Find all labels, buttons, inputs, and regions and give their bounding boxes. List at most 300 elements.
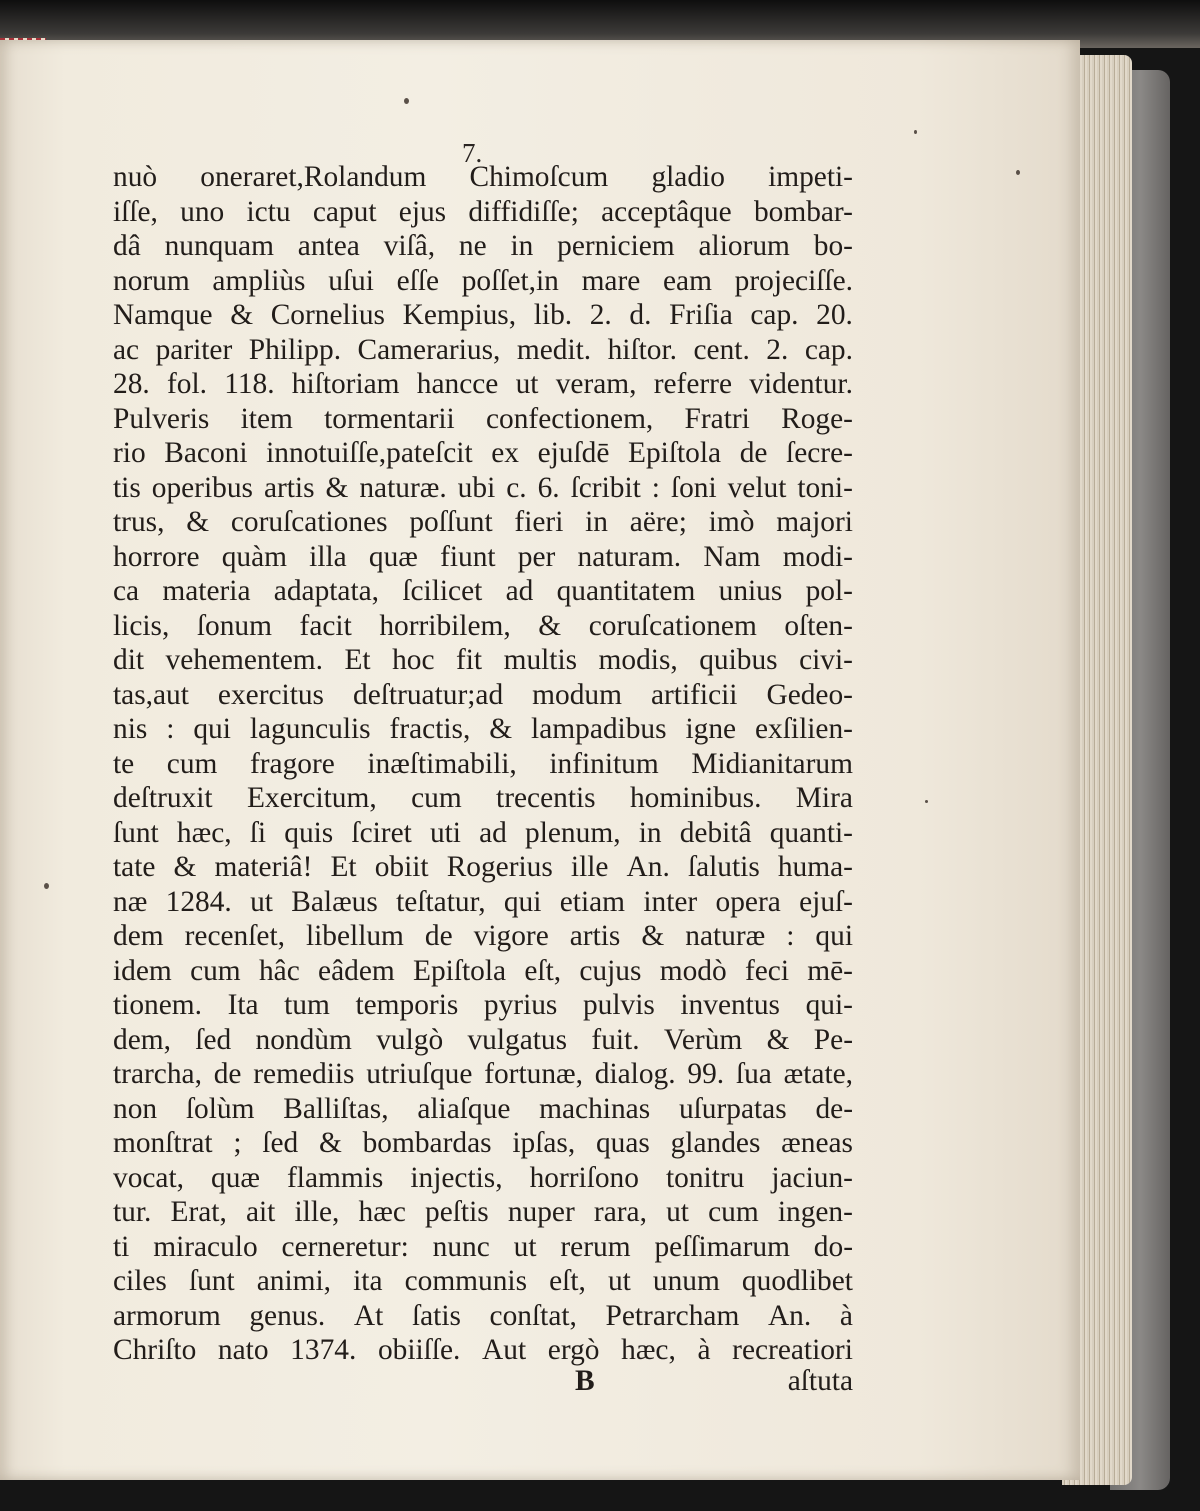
text-word: quæ <box>368 540 418 573</box>
text-word: 99. <box>687 1058 725 1090</box>
text-word: norum <box>113 264 190 297</box>
text-word: diffidiſſe; <box>468 195 579 228</box>
text-word: velut <box>727 471 787 504</box>
text-word: tis <box>113 471 141 504</box>
text-word: Kempius, <box>402 299 517 331</box>
text-word: debitâ <box>679 816 752 849</box>
text-word: quantitatem <box>556 575 696 607</box>
text-word: Roge- <box>781 402 853 435</box>
text-word: artis <box>263 471 315 504</box>
text-word: coruſcationem <box>588 609 757 642</box>
text-word: item <box>240 402 293 435</box>
text-word: tormentarii <box>324 402 455 435</box>
text-word: ubi <box>457 471 496 504</box>
text-word: ut <box>513 1230 537 1263</box>
text-word: licis, <box>113 609 170 642</box>
text-word: pariter <box>155 333 233 366</box>
text-word: materia <box>162 575 251 607</box>
text-word: viſâ, <box>383 230 436 262</box>
text-line <box>113 436 853 471</box>
text-word: conſtat, <box>489 1299 577 1332</box>
text-word: Nam <box>703 540 761 573</box>
text-word: Balliſtas, <box>283 1092 389 1125</box>
text-word: ſatis <box>411 1299 461 1332</box>
text-word: trarcha, <box>113 1058 202 1090</box>
text-word: deſtruatur;ad <box>353 678 504 711</box>
text-word: eſſe <box>396 264 440 297</box>
text-word: 1284. <box>165 885 232 918</box>
text-word: veram, <box>555 368 637 400</box>
text-word: & <box>641 920 665 952</box>
text-line <box>113 850 853 885</box>
text-word: oſten- <box>784 609 853 642</box>
text-word: ait <box>245 1196 276 1228</box>
text-line <box>113 954 853 989</box>
text-word: ut <box>607 1265 631 1297</box>
text-word: unum <box>652 1265 720 1297</box>
text-word: cerneretur: <box>281 1230 409 1263</box>
text-line <box>113 712 853 747</box>
text-word: communis <box>404 1265 528 1297</box>
text-word: videntur. <box>749 368 853 400</box>
text-word: & <box>325 471 349 504</box>
text-word: naturam. <box>577 540 682 573</box>
text-word: ſcilicet <box>402 575 483 607</box>
text-word: cum <box>166 747 218 780</box>
text-line <box>113 781 853 816</box>
text-word: te <box>113 747 135 780</box>
text-word: qui <box>193 713 231 745</box>
text-word: Fratri <box>684 402 750 435</box>
text-word: nuò <box>113 161 158 193</box>
text-word: animi, <box>256 1265 332 1297</box>
text-word: remediis <box>253 1058 355 1090</box>
text-word: unius <box>718 575 783 607</box>
text-word: Aut <box>482 1334 527 1366</box>
text-word: majori <box>776 506 853 538</box>
text-line <box>113 402 853 437</box>
text-word: ſoni <box>670 471 717 504</box>
text-word: imò <box>708 506 755 538</box>
text-word: machinas <box>539 1092 651 1125</box>
text-word: ſciret <box>351 816 412 849</box>
text-word: hiſtor. <box>607 333 678 366</box>
text-word: civi- <box>799 644 853 676</box>
text-word: ejuſ- <box>799 885 853 918</box>
text-word: Rogerius <box>446 851 553 883</box>
text-word: opera <box>715 885 781 918</box>
text-word: ingen- <box>777 1196 853 1228</box>
text-word: jaciun- <box>771 1161 853 1194</box>
text-word: bo- <box>813 230 853 262</box>
text-word: Midianitarum <box>691 747 853 780</box>
text-word: genus. <box>249 1299 326 1332</box>
text-word: fieri <box>514 506 564 538</box>
text-word: plenum, <box>525 816 621 849</box>
text-word: trecentis <box>496 782 596 814</box>
text-word: Namque <box>113 299 213 331</box>
text-word: aliaſque <box>417 1092 511 1125</box>
text-word: libellum <box>305 920 404 952</box>
text-line <box>113 505 853 540</box>
text-word: quæ <box>211 1161 260 1194</box>
text-word: hæc, <box>176 816 232 849</box>
text-word: Ita <box>227 989 259 1021</box>
text-word: cent. <box>693 333 750 366</box>
text-word: vulgò <box>376 1023 444 1056</box>
text-word: hiſtoriam <box>291 368 400 400</box>
text-word: cum <box>708 1196 759 1228</box>
text-word: modum <box>532 678 622 711</box>
text-word: quas <box>595 1127 650 1159</box>
text-word: ſolùm <box>185 1092 255 1125</box>
text-line <box>113 1161 853 1196</box>
text-line <box>113 298 853 333</box>
text-word: impeti- <box>768 161 853 193</box>
text-word: Baconi <box>164 437 248 469</box>
text-word: nis <box>113 713 148 745</box>
text-word: obiit <box>374 851 429 883</box>
text-word: nondùm <box>255 1023 352 1056</box>
text-word: Cornelius <box>270 299 385 331</box>
text-word: medit. <box>516 333 592 366</box>
text-word: ſi <box>249 816 267 849</box>
text-word: gladio <box>651 161 725 193</box>
text-word: nunquam <box>164 230 274 262</box>
text-word: fuit. <box>591 1023 640 1056</box>
text-word: coruſcationes <box>230 506 388 538</box>
text-word: exercitus <box>217 678 324 711</box>
text-word: ut <box>515 368 539 400</box>
text-word: de <box>424 920 453 952</box>
text-word: næ <box>113 885 148 918</box>
text-word: de <box>213 1058 242 1090</box>
text-word: At <box>353 1299 384 1332</box>
text-line <box>113 1126 853 1161</box>
text-line <box>113 160 853 195</box>
text-line <box>113 678 853 713</box>
text-line <box>113 609 853 644</box>
text-word: & <box>230 299 254 331</box>
text-word: bombar- <box>753 195 853 228</box>
text-line <box>113 919 853 954</box>
text-word: monſtrat <box>113 1127 213 1159</box>
text-word: artis <box>569 920 621 952</box>
text-word: eſt, <box>524 954 562 987</box>
catchword: aſtuta <box>787 1365 853 1397</box>
text-word: tur. <box>113 1196 152 1228</box>
text-word: : <box>786 920 795 952</box>
text-word: etiam <box>559 885 626 918</box>
text-word: ſua <box>735 1058 772 1090</box>
text-word: in <box>585 506 609 538</box>
ink-speck <box>44 883 49 889</box>
text-word: ſunt <box>113 816 159 849</box>
text-word: ad <box>479 816 507 849</box>
text-word: quodlibet <box>741 1265 853 1297</box>
text-word: & <box>538 609 562 642</box>
text-word: cap. <box>804 333 853 366</box>
text-line <box>113 1195 853 1230</box>
text-word: flammis <box>287 1161 384 1194</box>
text-word: ſonum <box>196 609 272 642</box>
text-line <box>113 229 853 264</box>
body-text <box>113 160 853 1368</box>
text-word: modi- <box>782 540 853 573</box>
text-word: exſilien- <box>755 713 853 745</box>
text-word: dem, <box>113 1023 171 1056</box>
text-word: cum <box>411 782 462 814</box>
text-word: do- <box>813 1230 853 1263</box>
text-word: horrore <box>113 540 200 573</box>
text-word: tas,aut <box>113 678 189 711</box>
text-word: : <box>651 471 660 504</box>
text-word: Chriſto <box>113 1334 197 1366</box>
text-word: hæc <box>358 1196 406 1228</box>
text-word: de <box>739 437 768 469</box>
text-word: Philipp. <box>248 333 342 366</box>
text-word: vulgatus <box>467 1023 568 1056</box>
text-word: fol. <box>166 368 207 400</box>
ink-speck <box>404 98 409 104</box>
signature-mark: B <box>575 1365 595 1397</box>
text-word: oneraret,Rolandum <box>200 161 427 193</box>
page-number: 7. <box>462 138 483 168</box>
text-word: Gedeo- <box>766 678 853 711</box>
text-word: An. <box>626 851 670 883</box>
text-word: horribilem, <box>379 609 511 642</box>
text-word: ætate, <box>783 1058 853 1090</box>
text-word: 1374. <box>290 1334 357 1366</box>
text-word: Balæus <box>291 885 378 918</box>
text-word: huma- <box>777 851 853 883</box>
ink-speck <box>925 800 928 803</box>
text-word: naturæ <box>685 920 766 952</box>
text-word: fragore <box>249 747 335 780</box>
text-word: ſed <box>262 1127 299 1159</box>
text-word: & <box>318 1127 342 1159</box>
text-word: nunc <box>432 1230 490 1263</box>
text-word: ciles <box>113 1265 167 1297</box>
text-word: artificii <box>650 678 738 711</box>
text-word: dem <box>113 920 164 952</box>
text-line <box>113 471 853 506</box>
text-word: Epiſtola <box>628 437 722 469</box>
text-line <box>113 540 853 575</box>
text-word: naturæ. <box>359 471 447 504</box>
text-line <box>113 1092 853 1127</box>
text-word: projeciſſe. <box>734 264 853 297</box>
text-line <box>113 1299 853 1334</box>
text-line <box>113 1057 853 1092</box>
text-word: cap. <box>750 299 799 331</box>
text-word: recenſet, <box>184 920 285 952</box>
text-word: 2. <box>589 299 612 331</box>
text-word: peſtis <box>425 1196 489 1228</box>
text-word: igne <box>685 713 737 745</box>
text-word: poſſet,in <box>461 264 559 297</box>
text-word: 6. <box>537 471 560 504</box>
text-word: referre <box>653 368 733 400</box>
text-word: non <box>113 1092 158 1125</box>
text-word: inter <box>643 885 698 918</box>
text-word: Exercitum, <box>246 782 377 814</box>
text-word: eſt, <box>549 1265 586 1297</box>
text-word: ut <box>666 1196 689 1228</box>
text-word: deſtruxit <box>113 782 213 814</box>
text-word: Pulveris <box>113 402 210 435</box>
footer-line <box>113 1365 853 1401</box>
text-word: confectionem, <box>485 402 654 435</box>
text-word: per <box>517 540 556 573</box>
text-word: multis <box>503 644 578 676</box>
text-word: operibus <box>151 471 253 504</box>
text-word: ipſas, <box>512 1127 576 1159</box>
text-word: ejuſdē <box>537 437 610 469</box>
text-word: fit <box>455 644 483 676</box>
text-word: Friſia <box>669 299 733 331</box>
text-word: ille, <box>294 1196 340 1228</box>
text-word: fractis, <box>389 713 471 745</box>
text-word: à <box>839 1299 853 1332</box>
text-word: hæc, <box>621 1334 676 1366</box>
text-word: ictu <box>246 195 291 228</box>
text-word: bombardas <box>362 1127 492 1159</box>
text-word: pyrius <box>483 989 558 1021</box>
text-word: à <box>697 1334 711 1366</box>
text-word: Epiſtola <box>413 954 507 987</box>
text-line <box>113 1230 853 1265</box>
text-word: hâc <box>258 954 300 987</box>
text-line <box>113 367 853 402</box>
text-word: cujus <box>579 954 642 987</box>
text-word: vehementem. <box>165 644 324 676</box>
text-word: pulvis <box>582 989 655 1021</box>
text-word: rio <box>113 437 146 469</box>
text-word: injectis, <box>410 1161 503 1194</box>
text-word: ad <box>505 575 534 607</box>
text-word: Mira <box>795 782 853 814</box>
text-word: & <box>489 713 513 745</box>
text-word: ejus <box>398 195 447 228</box>
text-word: toni- <box>797 471 853 504</box>
text-word: recreatiori <box>732 1334 853 1366</box>
text-word: tate <box>113 851 156 883</box>
text-word: ſed <box>195 1023 232 1056</box>
text-word: Camerarius, <box>357 333 501 366</box>
text-word: facit <box>299 609 352 642</box>
text-word: qui- <box>805 989 853 1021</box>
text-word: uſurpatas <box>678 1092 787 1125</box>
text-word: 118. <box>224 368 275 400</box>
text-word: ca <box>113 575 140 607</box>
text-word: dit <box>113 644 145 676</box>
text-word: in <box>510 230 534 262</box>
text-line <box>113 885 853 920</box>
text-word: nuper <box>507 1196 575 1228</box>
text-line <box>113 643 853 678</box>
text-word: ſcribit <box>570 471 641 504</box>
text-word: rerum <box>560 1230 631 1263</box>
text-word: 2. <box>766 333 789 366</box>
text-word: temporis <box>355 989 459 1021</box>
text-word: ſunt <box>188 1265 235 1297</box>
text-word: 28. <box>113 368 150 400</box>
text-word: mē- <box>807 954 853 987</box>
text-word: teſtatur, <box>396 885 486 918</box>
text-word: fiunt <box>440 540 496 573</box>
text-word: ille <box>570 851 609 883</box>
ink-speck <box>914 130 917 134</box>
text-word: ſecre- <box>786 437 853 469</box>
text-word: tonitru <box>665 1161 745 1194</box>
text-word: rara, <box>593 1196 647 1228</box>
text-word: hominibus. <box>629 782 762 814</box>
text-word: tionem. <box>113 989 202 1021</box>
text-word: ergò <box>547 1334 600 1366</box>
text-word: ita <box>353 1265 383 1297</box>
text-word: aëre; <box>629 506 687 538</box>
text-word: inæſtimabili, <box>367 747 517 780</box>
text-word: feci <box>744 954 789 987</box>
text-word: modis, <box>598 644 678 676</box>
ink-speck <box>1016 170 1020 175</box>
text-word: quis <box>284 816 334 849</box>
text-line <box>113 988 853 1023</box>
text-word: ſalutis <box>687 851 760 883</box>
text-word: armorum <box>113 1299 221 1332</box>
text-word: ampliùs <box>212 264 306 297</box>
text-word: An. <box>767 1299 812 1332</box>
text-word: quàm <box>221 540 287 573</box>
text-word: lampadibus <box>531 713 667 745</box>
text-word: quanti- <box>769 816 853 849</box>
text-word: eam <box>663 264 712 297</box>
text-word: uſui <box>328 264 374 297</box>
text-word: nato <box>217 1334 269 1366</box>
text-word: dâ <box>113 230 141 262</box>
text-line <box>113 195 853 230</box>
text-word: Erat, <box>170 1196 227 1228</box>
text-line <box>113 1264 853 1299</box>
text-word: uno <box>180 195 225 228</box>
text-word: glandes <box>670 1127 761 1159</box>
text-word: d. <box>629 299 652 331</box>
text-word: vocat, <box>113 1161 184 1194</box>
text-word: hoc <box>392 644 435 676</box>
text-word: miraculo <box>153 1230 258 1263</box>
text-word: materiâ! <box>214 851 313 883</box>
text-word: acceptâque <box>601 195 732 228</box>
text-word: 20. <box>816 299 853 331</box>
text-word: modò <box>659 954 727 987</box>
text-word: de- <box>815 1092 853 1125</box>
text-word: & <box>186 506 210 538</box>
text-word: idem <box>113 954 172 987</box>
text-word: æneas <box>781 1127 853 1159</box>
text-word: illa <box>309 540 347 573</box>
text-word: in <box>638 816 662 849</box>
text-word: adaptata, <box>273 575 380 607</box>
text-word: hancce <box>416 368 499 400</box>
text-word: & <box>173 851 197 883</box>
text-word: mare <box>581 264 641 297</box>
text-word: Chimoſcum <box>469 161 609 193</box>
text-word: cum <box>190 954 241 987</box>
text-word: ut <box>250 885 273 918</box>
text-word: pol- <box>805 575 853 607</box>
text-line <box>113 747 853 782</box>
